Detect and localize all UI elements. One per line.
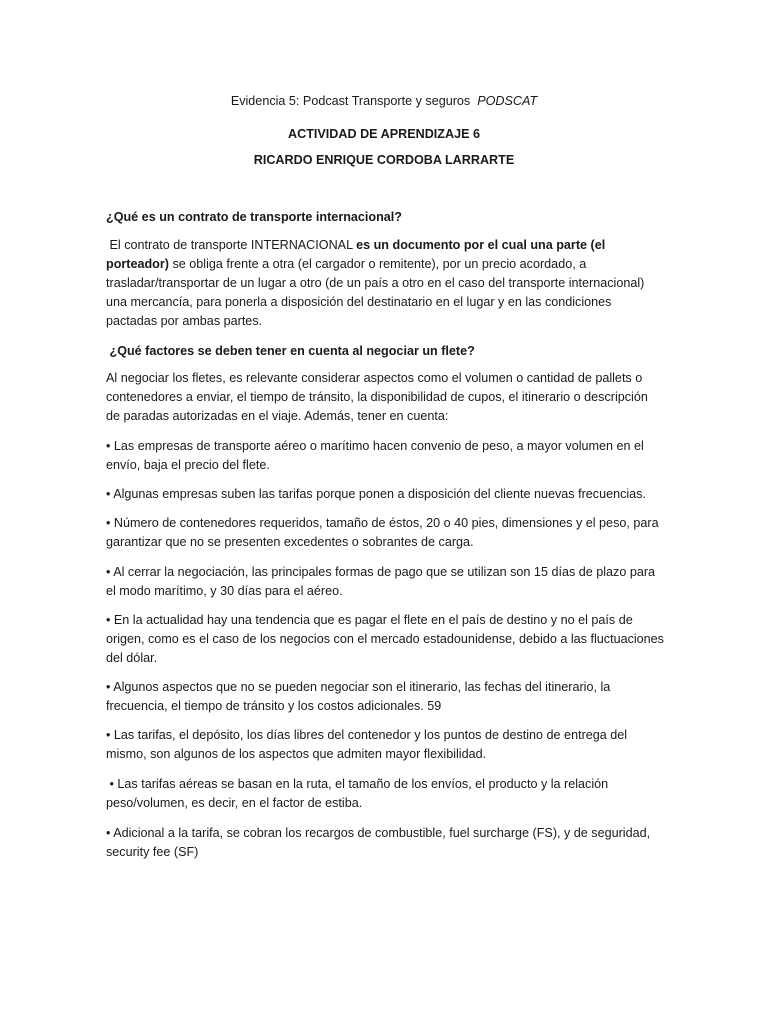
answer-1-line-1 xyxy=(106,236,662,255)
answer-1-line-2a: porteador) xyxy=(106,257,169,271)
answer-1-line-2 xyxy=(106,255,662,274)
bullet-line: • Número de contenedores requeridos, tamaño de éstos, 20 o 40 pies, dimensiones y el peso, para xyxy=(106,516,659,530)
bullet-line: • Las tarifas, el depósito, los días libres del contenedor y los puntos de destino de entrega del xyxy=(106,728,628,742)
bullet-line: el modo marítimo, y 30 días para el aéreo. xyxy=(106,584,343,598)
question-2-text: ¿Qué factores se deben tener en cuenta al negociar un flete? xyxy=(106,344,475,358)
bullet-line: envío, baja el precio del flete. xyxy=(106,458,270,472)
bullet-line: • Algunos aspectos que no se pueden negociar son el itinerario, las fechas del itinerario, la xyxy=(106,680,611,694)
bullet-item xyxy=(106,514,662,552)
answer-1-line-1a: El contrato de transporte INTERNACIONAL xyxy=(106,238,357,252)
bullet-item xyxy=(106,485,662,504)
bullet-line: • Al cerrar la negociación, las principales formas de pago que se utilizan son 15 días de plazo para xyxy=(106,565,656,579)
answer-1-line-1b: es un documento por el cual una parte (el xyxy=(356,238,606,252)
bullet-item xyxy=(106,563,662,601)
bullet-line: • Las tarifas aéreas se basan en la ruta, el tamaño de los envíos, el producto y la relación xyxy=(106,777,609,791)
bullet-item xyxy=(106,611,662,668)
bullet-line: del dólar. xyxy=(106,651,158,665)
bullet-line: • Algunas empresas suben las tarifas porque ponen a disposición del cliente nuevas frecuencias. xyxy=(106,487,646,501)
title-italic: PODSCAT xyxy=(477,94,538,108)
question-2 xyxy=(106,342,662,361)
author-name: RICARDO ENRIQUE CORDOBA LARRARTE xyxy=(253,153,515,167)
bullet-line: mismo, son algunos de los aspectos que admiten mayor flexibilidad. xyxy=(106,747,487,761)
answer-1-line-3: trasladar/transportar de un lugar a otro (de un país a otro en el caso del transporte internacional) xyxy=(106,276,645,290)
bullet-item xyxy=(106,775,662,813)
bullet-item xyxy=(106,726,662,764)
document-title xyxy=(0,92,768,111)
question-1 xyxy=(106,208,662,227)
bullet-line: • Adicional a la tarifa, se cobran los recargos de combustible, fuel surcharge (FS), y de seguridad, xyxy=(106,826,651,840)
intro-line: de paradas autorizadas en el viaje. Además, tener en cuenta: xyxy=(106,409,449,423)
activity-heading: ACTIVIDAD DE APRENDIZAJE 6 xyxy=(288,127,480,141)
answer-1 xyxy=(106,236,662,331)
bullet-item xyxy=(106,437,662,475)
bullet-line: • Las empresas de transporte aéreo o marítimo hacen convenio de peso, a mayor volumen en el xyxy=(106,439,644,453)
bullet-line: security fee (SF) xyxy=(106,845,199,859)
bullet-line: origen, como es el caso de los negocios con el mercado estadounidense, debido a las fluctuaciones xyxy=(106,632,664,646)
answer-2-intro xyxy=(106,369,662,426)
answer-1-line-5: pactadas por ambas partes. xyxy=(106,314,263,328)
answer-1-line-2b: se obliga frente a otra (el cargador o remitente), por un precio acordado, a xyxy=(168,257,587,271)
bullet-item xyxy=(106,824,662,862)
bullet-item xyxy=(106,678,662,716)
bullet-line: • En la actualidad hay una tendencia que es pagar el flete en el país de destino y no el país de xyxy=(106,613,633,627)
bullet-line: garantizar que no se presenten excedentes o sobrantes de carga. xyxy=(106,535,474,549)
question-1-text: ¿Qué es un contrato de transporte internacional? xyxy=(106,210,402,224)
intro-line: contenedores a enviar, el tiempo de tránsito, la disponibilidad de cupos, el itinerario o descripción xyxy=(106,390,648,404)
answer-1-line-4: una mercancía, para ponerla a disposición del destinatario en el lugar y en las condiciones xyxy=(106,295,612,309)
intro-line: Al negociar los fletes, es relevante considerar aspectos como el volumen o cantidad de pallets o xyxy=(106,371,643,385)
bullet-line: peso/volumen, es decir, en el factor de estiba. xyxy=(106,796,363,810)
bullet-line: frecuencia, el tiempo de tránsito y los costos adicionales. 59 xyxy=(106,699,442,713)
title-text: Evidencia 5: Podcast Transporte y seguros xyxy=(230,94,471,108)
